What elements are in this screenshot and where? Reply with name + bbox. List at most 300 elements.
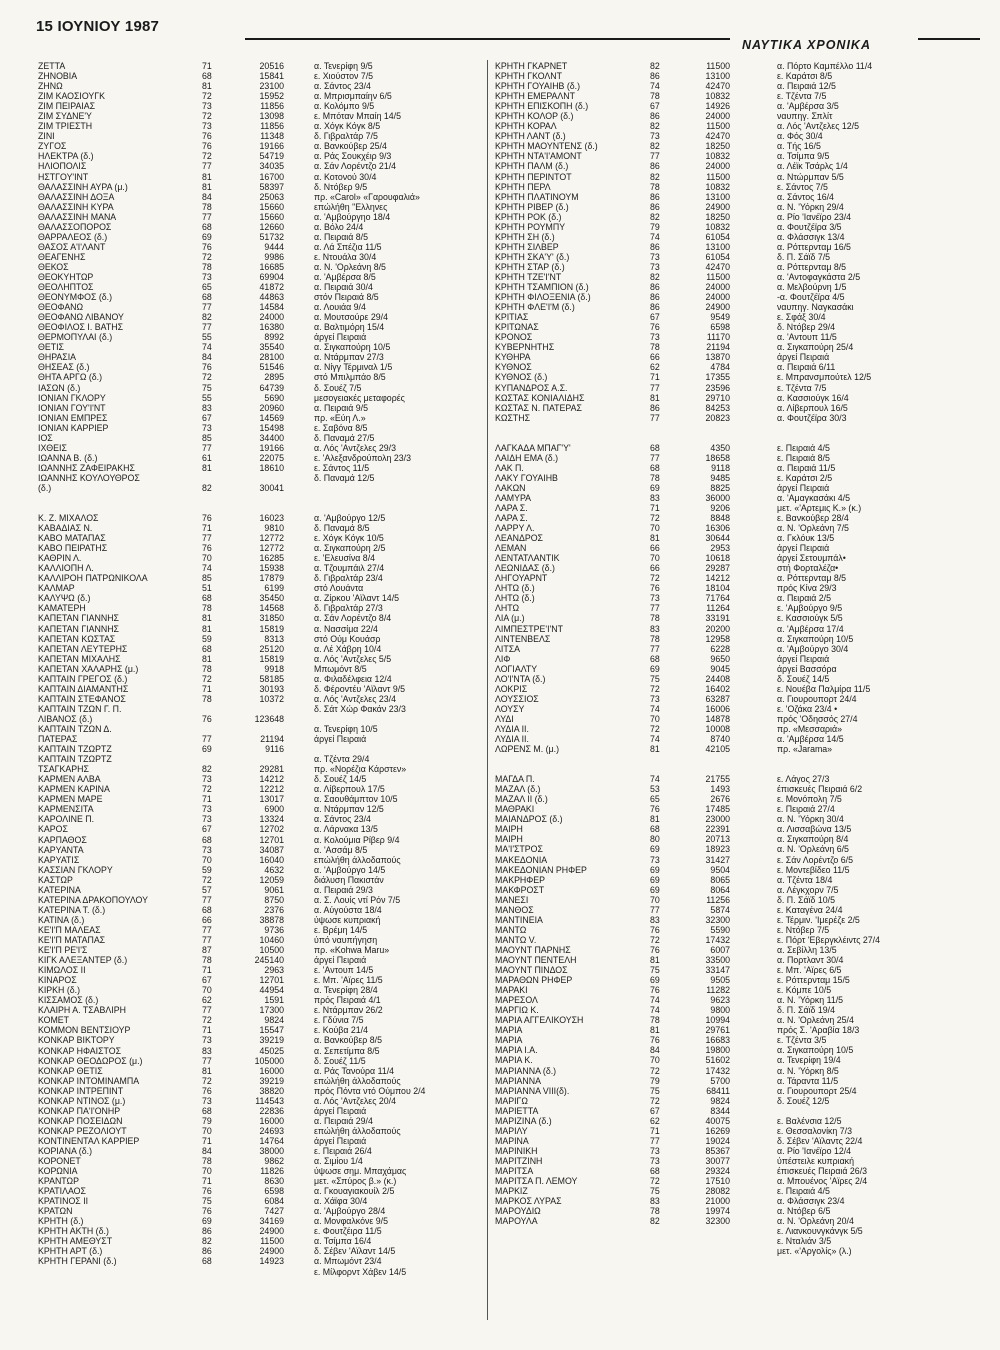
- build-year: 69: [650, 844, 660, 855]
- tonnage: 4632: [264, 864, 284, 875]
- tonnage: 34400: [259, 432, 284, 443]
- tonnage: 13100: [705, 191, 730, 202]
- build-year: 81: [650, 744, 660, 755]
- ship-name: ΜΑΡΟΥΛΑ: [495, 1216, 538, 1227]
- ship-status: α. 'Αντοφαγκάστα 2/5: [777, 271, 861, 282]
- ship-row: [495, 844, 985, 854]
- ship-name: ΚΩΣΤΗΣ: [495, 412, 531, 423]
- ship-row: [495, 704, 985, 714]
- ship-name: ΚΟΝΚΑΡ ΗΦΑΙΣΤΟΣ: [38, 1045, 122, 1056]
- tonnage: 42470: [705, 81, 730, 92]
- build-year: 72: [650, 1176, 660, 1187]
- ship-row: [38, 593, 483, 603]
- ship-status: ε. Τζέντα 3/5: [777, 1035, 827, 1046]
- ship-row: [495, 774, 985, 784]
- ship-row: [495, 292, 985, 302]
- ship-status: α. Σάντος 23/4: [314, 81, 371, 92]
- build-year: 77: [650, 151, 660, 162]
- ship-name: ΚΟΝΚΑΡ ΘΕΟΔΩΡΟΣ (μ.): [38, 1055, 143, 1066]
- ship-name: ΘΕΟΦΙΛΟΣ Ι. ΒΑΤΗΣ: [38, 322, 124, 333]
- ship-row: [38, 1226, 483, 1236]
- build-year: 77: [650, 643, 660, 654]
- ship-status: ε. 'Ελευσίνα 8/4: [314, 553, 376, 564]
- ship-status: α. Τσίμπα 16/4: [314, 1236, 372, 1247]
- ship-status: α. Λός 'Αντζελες 5/5: [314, 653, 392, 664]
- ship-name: ΜΑΡΙΝΙΚΗ: [495, 1145, 538, 1156]
- ship-row: [38, 1146, 483, 1156]
- ship-row: [38, 583, 483, 593]
- ship-status: α. Ν. 'Ορλεάνη 20/4: [777, 1216, 854, 1227]
- ship-row: [495, 101, 985, 111]
- ship-row: [38, 995, 483, 1005]
- ship-row: [38, 553, 483, 563]
- ship-row: [38, 121, 483, 131]
- tonnage: 12702: [259, 824, 284, 835]
- ship-status: δ. Σουέζ 14/5: [777, 673, 830, 684]
- ship-row: [38, 694, 483, 704]
- tonnage: 30077: [705, 1155, 730, 1166]
- ship-row: [495, 383, 985, 393]
- ship-row: [495, 332, 985, 342]
- ship-status: α. 'Αμβούργο 12/5: [314, 513, 386, 524]
- ship-row: [38, 272, 483, 282]
- ship-status: μετ. «Σπύρος β.» (κ.): [314, 1176, 397, 1187]
- ship-row: [38, 674, 483, 684]
- ship-status: δ. Γιβραλτάρ 7/5: [314, 131, 378, 142]
- tonnage: 24900: [705, 201, 730, 212]
- ship-status: α. Μπωμόντ 23/4: [314, 1256, 382, 1267]
- ship-name: ΛΟΓΙΑΛΤΥ: [495, 663, 538, 674]
- ship-status: ε. 'Οζάκα 23/4 •: [777, 703, 838, 714]
- tonnage: 9045: [710, 663, 730, 674]
- ship-status: δ. Σουέζ 11/5: [314, 1055, 366, 1066]
- tonnage: 17879: [259, 573, 284, 584]
- ship-name: ΚΡΙΤΩΝΑΣ: [495, 322, 539, 333]
- ship-row: [38, 463, 483, 473]
- ship-row: [38, 1196, 483, 1206]
- tonnage: 2953: [710, 543, 730, 554]
- ship-row: [495, 1136, 985, 1146]
- ship-status: ε. Κασσιούγκ 5/5: [777, 613, 843, 624]
- ship-name: ΖΗΝΟΒΙΑ: [38, 71, 78, 82]
- ship-name: ΚΡΗΤΗ ΓΚΟΛΝΤ: [495, 71, 562, 82]
- ship-row: [38, 262, 483, 272]
- ship-name: ΜΑΡΟΥΔΙΩ: [495, 1206, 541, 1217]
- ship-status: ε. Σαβόνα 8/5: [314, 422, 368, 433]
- ship-status: πρ. «Εύη Λ.»: [314, 412, 366, 423]
- ship-name: ΜΑΙΡΗ: [495, 824, 523, 835]
- build-year: 72: [650, 724, 660, 734]
- ship-status: α. 'Αμβούργο 28/4: [314, 1206, 386, 1217]
- ship-row: [495, 1096, 985, 1106]
- ship-row: [38, 533, 483, 543]
- ship-name: ΜΑΡΙΑΝΝΑ (δ.): [495, 1065, 557, 1076]
- ship-row: [495, 955, 985, 965]
- build-year: 78: [650, 1206, 660, 1217]
- header-rule-left: [245, 38, 730, 40]
- tonnage: 2963: [264, 965, 284, 976]
- ship-name: ΠΑΤΕΡΑΣ: [38, 734, 78, 745]
- tonnage: 9505: [710, 975, 730, 986]
- build-year: 72: [202, 874, 212, 885]
- ship-row: [38, 1136, 483, 1146]
- ship-name: ΛΙΒΑΝΟΣ (δ.): [38, 713, 93, 724]
- ship-row: [38, 784, 483, 794]
- ship-row: [38, 664, 483, 674]
- tonnage: 29710: [705, 392, 730, 403]
- build-year: 74: [650, 81, 660, 92]
- ship-name: ΚΥΠΑΝΔΡΟΣ Α.Σ.: [495, 382, 568, 393]
- ship-row: [38, 925, 483, 935]
- ship-status: α. Μπρισμπαίην 6/5: [314, 91, 392, 102]
- ship-name: ΚΟΝΚΑΡ ΙΝΤΟΜΙΝΑΜΠΑ: [38, 1075, 140, 1086]
- ship-status: α. Λίβερπουλ 16/5: [777, 402, 848, 413]
- tonnage: 9862: [264, 1156, 284, 1167]
- ship-name: ΖΙΜ ΠΕΙΡΑΙΑΣ: [38, 101, 96, 112]
- ship-row: [495, 282, 985, 292]
- ship-status: α. Πειραιά 2/5: [777, 593, 832, 604]
- ship-row: [495, 945, 985, 955]
- ship-row: [495, 824, 985, 834]
- ship-row: [495, 1106, 985, 1116]
- tonnage: 35450: [259, 593, 284, 604]
- build-year: 75: [650, 1085, 660, 1096]
- ship-row: [38, 1156, 483, 1166]
- ship-status: α. Ρίο 'Ιανέϊρο 12/4: [777, 1145, 852, 1156]
- ship-name: ΜΑΝΤΩ V.: [495, 934, 537, 945]
- ship-row: [38, 1126, 483, 1136]
- tonnage: 14569: [259, 412, 284, 423]
- ship-status: πρός Πόντα ντό Ούμπου 2/4: [314, 1085, 426, 1096]
- ship-row: [495, 1015, 985, 1025]
- build-year: 84: [650, 1045, 660, 1056]
- ship-name: ΜΑΡΙΖΙΝΑ (δ.): [495, 1115, 552, 1126]
- tonnage: 11500: [260, 1236, 284, 1247]
- ship-status: ε. Πειραιά 8/5: [777, 452, 830, 463]
- build-year: 77: [650, 382, 660, 393]
- ship-row: [38, 724, 483, 734]
- ship-row: [38, 443, 483, 453]
- tonnage: 21000: [705, 1196, 730, 1207]
- ship-row: [495, 965, 985, 975]
- ship-name: ΚΟΝΚΑΡ ΡΕΖΟΛΙΟΥΤ: [38, 1125, 127, 1136]
- ship-status: α. Λέϊκ Τσάρλς 1/4: [777, 161, 848, 172]
- ship-status: α. Νασσίμα 22/4: [314, 623, 378, 634]
- ship-status: ε. 'Αλεξανδρούπολη 23/3: [314, 452, 411, 463]
- ship-row: [38, 242, 483, 252]
- ship-name: ΖΗΝΩ: [38, 81, 63, 92]
- ship-row: [38, 312, 483, 322]
- ship-row: [495, 834, 985, 844]
- build-year: 86: [650, 161, 660, 172]
- ship-row: [495, 312, 985, 322]
- ship-name: ΚΛΑΙΡΗ Α. ΤΣΑΒΛΙΡΗ: [38, 1005, 126, 1016]
- ship-status: α. Ν. 'Ορλεάνη 6/5: [777, 844, 849, 855]
- build-year: 68: [202, 1105, 212, 1116]
- ship-status: α. Ρόττερνταμ 16/5: [777, 241, 851, 252]
- ship-name: ΚΟΡΟΝΕΤ: [38, 1156, 81, 1167]
- tonnage: 29281: [259, 764, 284, 775]
- ship-row: [38, 161, 483, 171]
- ship-name: ΛΑΚΩΝ: [495, 482, 526, 493]
- ship-name: ΚΥΘΝΟΣ (δ.): [495, 372, 548, 383]
- build-year: 73: [202, 1095, 212, 1106]
- ship-row: [38, 483, 483, 493]
- tonnage: 6199: [264, 583, 284, 594]
- build-year: 67: [202, 975, 212, 986]
- tonnage: 31850: [259, 613, 284, 624]
- ship-row: [495, 1045, 985, 1055]
- ship-name: ΚΟΝΤΙΝΕΝΤΑΛ ΚΑΡΡΙΕΡ: [38, 1135, 140, 1146]
- ship-name: ΜΑΡΙΑ: [495, 1035, 523, 1046]
- ship-name: ΜΑΝΘΟΣ: [495, 904, 534, 915]
- ship-status: α. Πειραιά 6/11: [777, 362, 836, 373]
- ship-status: ύπέστειλε κυπριακή: [777, 1155, 854, 1166]
- ship-name: ΚΡΗΤΗ ΑΚΤΗ (δ.): [38, 1226, 109, 1237]
- ship-status: δ. Ντόβερ 9/5: [314, 181, 368, 192]
- build-year: 86: [650, 292, 660, 303]
- build-year: 73: [202, 804, 212, 815]
- ship-row: [38, 624, 483, 634]
- ship-status: έπισκευές Πειραιά 26/3: [777, 1165, 868, 1176]
- tonnage: 9918: [264, 663, 284, 674]
- build-year: 72: [650, 1095, 660, 1106]
- build-year: 72: [202, 111, 212, 122]
- ship-name: ΚΑΠΤΑΙΝ ΔΙΑΜΑΝΤΗΣ: [38, 683, 129, 694]
- ship-name: ΚΥΒΕΡΝΗΤΗΣ: [495, 342, 555, 353]
- ship-status: ε. Χόγκ Κόγκ 10/5: [314, 533, 384, 544]
- tonnage: 8848: [710, 513, 730, 524]
- build-year: 68: [650, 653, 660, 664]
- build-year: 82: [650, 121, 660, 132]
- tonnage: 11500: [706, 171, 730, 182]
- build-year: 73: [202, 101, 212, 112]
- ship-status: πρός Σ. 'Αραβία 18/3: [777, 1025, 860, 1036]
- ship-name: ΙΑΣΩΝ (δ.): [38, 382, 81, 393]
- build-year: 76: [650, 804, 660, 815]
- ship-row: [495, 71, 985, 81]
- ship-status: ε. Φουτζέιρα 11/5: [314, 1226, 382, 1237]
- ship-row: [38, 814, 483, 824]
- tonnage: 8630: [264, 1176, 284, 1187]
- ship-status: α. Λουιάα 9/4: [314, 302, 366, 313]
- ship-name: ΚΟΝΚΑΡ ΙΝΤΡΕΠΙΝΤ: [38, 1085, 124, 1096]
- build-year: 75: [202, 1196, 212, 1207]
- build-year: 77: [202, 1055, 212, 1066]
- tonnage: 14878: [705, 713, 730, 724]
- ship-row: [495, 403, 985, 413]
- tonnage: 17355: [705, 372, 730, 383]
- build-year: 86: [650, 111, 660, 122]
- ship-name: ΛΟΥΣΥ: [495, 703, 525, 714]
- tonnage: 24000: [259, 312, 284, 323]
- tonnage: 10008: [705, 724, 730, 734]
- ship-status: άργεί Πειραιά: [777, 543, 830, 554]
- ship-status: δ. Παναμά 27/5: [314, 432, 375, 443]
- tonnage: 12772: [259, 543, 284, 554]
- ship-row: [495, 1076, 985, 1086]
- build-year: 74: [650, 774, 660, 785]
- ship-status: α. Χάϊφα 30/4: [314, 1196, 368, 1207]
- ship-name: ΚΟΝΚΑΡ ΒΙΚΤΟΡΥ: [38, 1035, 115, 1046]
- ship-status: ε. Θεσσαλονίκη 7/3: [777, 1125, 852, 1136]
- tonnage: 30644: [705, 533, 730, 544]
- ship-status: ε. Μπ. 'Αϊρες 6/5: [777, 965, 842, 976]
- tonnage: 36000: [705, 492, 730, 503]
- ship-row: [495, 804, 985, 814]
- ship-status: ε. Σάντος 11/5: [314, 462, 370, 473]
- build-year: 62: [202, 995, 212, 1006]
- ship-row: [38, 865, 483, 875]
- ship-row: [495, 222, 985, 232]
- build-year: 69: [650, 874, 660, 885]
- ship-row: [38, 362, 483, 372]
- ship-row: [38, 885, 483, 895]
- tonnage: 16269: [705, 1125, 730, 1136]
- tonnage: 61054: [705, 231, 730, 242]
- ship-row: [38, 654, 483, 664]
- build-year: 69: [650, 975, 660, 986]
- build-year: 71: [202, 1176, 212, 1187]
- ship-name: ΙΩΑΝΝΑ Β. (δ.): [38, 452, 98, 463]
- ship-status: α. Ρόττερνταμ 8/5: [777, 261, 847, 272]
- ship-status: δ. Σέβεν 'Αϊλαντ 14/5: [314, 1246, 396, 1257]
- build-year: 77: [202, 1005, 212, 1016]
- ship-name: ΜΑΚΡΗΦΕΡ: [495, 874, 546, 885]
- build-year: 65: [650, 794, 660, 805]
- ship-status: α. Λός 'Αντζελες 12/5: [777, 121, 860, 132]
- tonnage: 6900: [264, 804, 284, 815]
- ship-row: [495, 362, 985, 372]
- ship-status: α. 'Αμβούργηο 18/4: [314, 211, 391, 222]
- ship-row: [38, 613, 483, 623]
- ship-name: ΛΟΚΡΙΣ: [495, 683, 528, 694]
- ship-row: [495, 674, 985, 684]
- ship-status: δ. Παναμά 12/5: [314, 472, 375, 483]
- ship-name: ΜΑΖΑΛ (δ.): [495, 784, 541, 795]
- ship-name: ΘΑΛΑΣΣΙΝΗ ΜΑΝΑ: [38, 211, 117, 222]
- build-year: 70: [202, 854, 212, 865]
- ship-status: α. Τής 16/5: [777, 141, 821, 152]
- ship-name: ΚΡΗΤΗ ΕΜΕΡΑΛΝΤ: [495, 91, 576, 102]
- ship-status: ε. Πειραιά 26/4: [314, 1145, 372, 1156]
- tonnage: 15841: [259, 71, 284, 82]
- tonnage: 12059: [259, 874, 284, 885]
- ship-row: [495, 654, 985, 664]
- ship-row: [495, 744, 985, 754]
- tonnage: 33147: [705, 965, 730, 976]
- ship-name: ΜΑΡΑΚΙ: [495, 985, 528, 996]
- ship-name: ΚΑΠΤΑΙΝ ΤΖΩΝ Γ. Π.: [38, 703, 122, 714]
- ship-row: [495, 393, 985, 403]
- build-year: 81: [202, 613, 212, 624]
- ship-name: ΚΡΗΤΗ ΤΖΕ'Ι'ΝΤ: [495, 271, 562, 282]
- tonnage: 20200: [705, 623, 730, 634]
- ship-name: ΜΑΟΥΝΤ ΠΕΝΤΕΛΗ: [495, 954, 577, 965]
- build-year: 76: [650, 322, 660, 333]
- ship-status: α. Βόλο 24/4: [314, 221, 364, 232]
- ship-status: α. Λά Σπέζια 11/5: [314, 241, 382, 252]
- build-year: 79: [650, 1075, 660, 1086]
- ship-status: α. Γκλόυκ 13/5: [777, 533, 835, 544]
- ship-row: [38, 1267, 483, 1277]
- ship-row: [38, 141, 483, 151]
- ship-row: [495, 413, 985, 423]
- build-year: 81: [202, 171, 212, 182]
- ship-name: ΜΑΡΙΝΑ: [495, 1135, 529, 1146]
- tonnage: 16006: [705, 703, 730, 714]
- tonnage: 23596: [705, 382, 730, 393]
- ship-name: ΘΑΡΡΑΛΕΟΣ (δ.): [38, 231, 108, 242]
- ship-name: ΚΡΗΤΗ ΚΟΡΑΛ: [495, 121, 557, 132]
- ship-status: α. Μουτσούρε 29/4: [314, 312, 388, 323]
- build-year: 77: [202, 442, 212, 453]
- ship-row: [38, 563, 483, 573]
- ship-name: ΖΥΓΟΣ: [38, 141, 67, 152]
- tonnage: 9444: [264, 241, 284, 252]
- ship-row: [38, 935, 483, 945]
- tonnage: 10832: [705, 151, 730, 162]
- ship-name: ΛΕΜΑΝ: [495, 543, 527, 554]
- build-year: 79: [202, 1115, 212, 1126]
- ship-name: ΤΣΑΓΚΑΡΗΣ: [38, 764, 89, 775]
- ship-name: ΘΑΣΟΣ Α'Ι'ΛΑΝΤ: [38, 241, 106, 252]
- ship-name: ΚΑΡΜΕΝ ΜΑΡΕ: [38, 794, 103, 805]
- tonnage: 39219: [259, 1035, 284, 1046]
- ship-row: [495, 1226, 985, 1236]
- ship-status: ε. Καράτσι 2/5: [777, 472, 833, 483]
- ship-status: πρ. «Carol» «Γαρουφαλιά»: [314, 191, 420, 202]
- ship-name: ΛΗΤΩ (δ.): [495, 593, 535, 604]
- tonnage: 8064: [710, 884, 730, 895]
- ship-row: [38, 975, 483, 985]
- build-year: 66: [650, 543, 660, 554]
- ship-name: ΚΡΗΤΗ ΣΚΑ'Υ' (δ.): [495, 251, 570, 262]
- ship-status: α. Φουτζέϊρα 30/3: [777, 412, 847, 423]
- tonnage: 38000: [259, 1145, 284, 1156]
- ship-status: ύψωσε σημ. Μπαχάμας: [314, 1166, 407, 1177]
- tonnage: 42470: [705, 131, 730, 142]
- build-year: 76: [650, 924, 660, 935]
- tonnage: 18104: [705, 583, 730, 594]
- ship-row: [38, 172, 483, 182]
- tonnage: 8313: [264, 633, 284, 644]
- tonnage: 8750: [264, 894, 284, 905]
- ship-row: [38, 192, 483, 202]
- tonnage: 10832: [705, 221, 730, 232]
- ship-status: ε. Λιανκουνγκάνγκ 5/5: [777, 1226, 863, 1237]
- build-year: 69: [650, 884, 660, 895]
- tonnage: 11500: [706, 271, 730, 282]
- ship-status: α. Σιγκαπούρη 10/5: [777, 633, 854, 644]
- ship-name: ΚΡΗΤΗ ΡΙΒΕΡ (δ.): [495, 201, 569, 212]
- ship-status: α. Κολόμπο 9/5: [314, 101, 375, 112]
- build-year: 74: [202, 563, 212, 574]
- ship-status: α. Κασσιούγκ 16/4: [777, 392, 849, 403]
- ship-name: ΜΑΡΙΓΩ: [495, 1095, 528, 1106]
- ship-row: [495, 543, 985, 553]
- ship-status: ε. Νουέβα Παλμίρα 11/5: [777, 683, 871, 694]
- ship-status: α. Ντόβερ 6/5: [777, 1206, 831, 1217]
- tonnage: 19974: [705, 1206, 730, 1217]
- ship-status: άργεί Σετουμπάλ•: [777, 553, 846, 564]
- tonnage: 13098: [259, 111, 284, 122]
- build-year: 71: [202, 1025, 212, 1036]
- ship-name: ΛΙΦ: [495, 653, 511, 664]
- build-year: 76: [202, 513, 212, 524]
- ship-row: [495, 794, 985, 804]
- ship-status: άργεί Πειραιά: [314, 1135, 367, 1146]
